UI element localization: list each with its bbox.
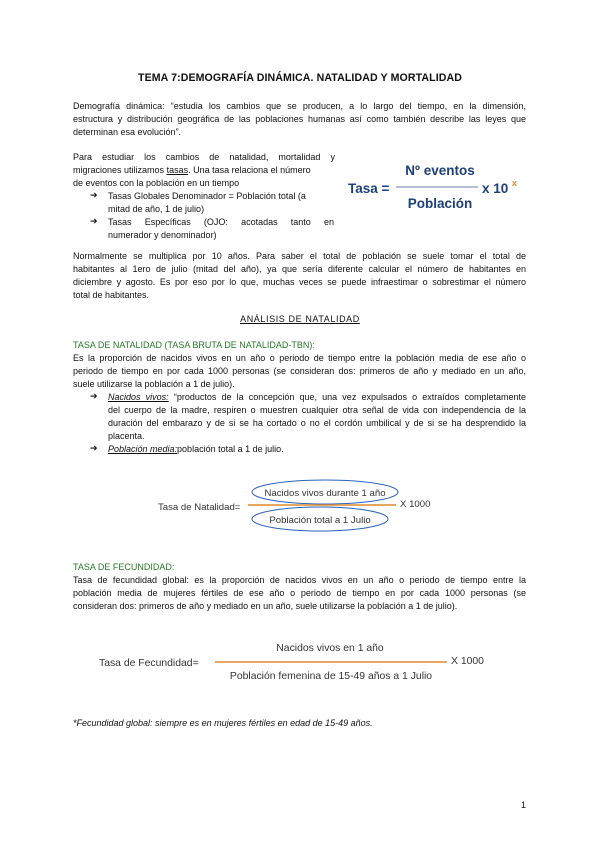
fecundidad-formula <box>95 635 505 695</box>
bullet-poblacion-media <box>108 443 526 456</box>
normal-line: diciembre y agosto. Es por eso por lo que, muchas veces se puede infraestimar o sobrestimar el número <box>73 277 526 287</box>
natalidad-formula-label: Tasa de Natalidad= <box>158 502 241 513</box>
nv-line <box>108 391 526 404</box>
page-title: TEMA 7:DEMOGRAFÍA DINÁMICA. NATALIDAD Y MORTALIDAD <box>138 72 462 84</box>
tbn-heading: TASA DE NATALIDAD (TASA BRUTA DE NATALIDAD-TBN): <box>73 340 315 350</box>
natalidad-formula-multiplier: X 1000 <box>400 499 431 510</box>
bullet-nacidos-vivos <box>108 391 526 443</box>
tbn-paragraph <box>73 352 526 391</box>
intro-line: Demografía dinámica: “estudia los cambios que se producen, a lo largo del tiempo, en la dimensión, <box>73 101 526 111</box>
bullet-tasas-globales <box>108 190 334 216</box>
intro-line: determinan esa evolución”. <box>73 127 182 137</box>
natalidad-formula-denominator: Población total a 1 Julio <box>269 515 371 526</box>
nv-line: duración del embarazo y de si se ha cortado o no el cordón umbilical y de si se ha desprendido la <box>108 418 526 428</box>
bullet-tasas-especificas <box>108 216 334 242</box>
normal-line: habitantes al 1ero de julio (mitad del año), ya que sería diferente calcular el número de habitantes en <box>73 264 526 274</box>
tasa-formula-numerator: Nº eventos <box>405 163 475 178</box>
normalmente-paragraph <box>73 250 526 302</box>
nacidos-vivos-label: Nacidos vivos: <box>108 392 169 402</box>
poblacion-media-label: Población media: <box>108 444 178 454</box>
natalidad-formula-numerator: Nacidos vivos durante 1 año <box>264 488 386 499</box>
study-line: Para estudiar los cambios de natalidad, mortalidad y <box>73 152 335 162</box>
arrow-bullet-icon: ➔ <box>90 190 98 200</box>
normal-line: Normalmente se multiplica por 10 años. Para saber el total de población se suele tomar el total de <box>73 251 526 261</box>
study-line-end: . Una tasa relaciona el número <box>188 165 311 175</box>
footnote: *Fecundidad global: siempre es en mujeres fértiles en edad de 15-49 años. <box>73 718 373 728</box>
fecundidad-heading: TASA DE FECUNDIDAD: <box>73 562 175 572</box>
fec-line: consideran dos: primeros de año y mediado en un año, suele utilizarse la población a 1 de julio). <box>73 601 458 611</box>
bullet-line: mitad de año, 1 de julio) <box>108 204 205 214</box>
nv-line: del cuerpo de la madre, respiren o muestren cualquier otra señal de vida con independencia de la <box>108 405 526 415</box>
tasa-formula-multiplier: x 10 <box>482 181 509 196</box>
bullet-line: numerador y denominador) <box>108 230 217 240</box>
study-paragraph <box>73 151 335 190</box>
arrow-bullet-icon: ➔ <box>90 391 98 401</box>
tasa-formula <box>340 158 530 220</box>
section-heading-natalidad: ANÁLISIS DE NATALIDAD <box>240 314 360 324</box>
fecundidad-paragraph <box>73 574 526 613</box>
tasa-formula-exponent: x <box>512 178 518 188</box>
tbn-line: suele utilizarse la población a 1 de julio). <box>73 379 235 389</box>
bullet-line: Tasas Globales Denominador = Población total (a <box>108 191 306 201</box>
nv-line-text: “productos de la concepción que, una vez expulsados o extraídos completamente <box>173 392 526 402</box>
normal-line: total de habitantes. <box>73 290 150 300</box>
intro-line: estructura y distribución geográfica de las poblaciones humanas así como también describe las leyes que <box>73 114 526 124</box>
tbn-line: periodo de tiempo en por cada 1000 personas (se consideran dos: primeros de año y mediado en un año, <box>73 366 526 376</box>
study-line-start: migraciones utilizamos <box>73 165 165 175</box>
fecundidad-formula-label: Tasa de Fecundidad= <box>99 658 199 669</box>
natalidad-formula <box>150 478 450 534</box>
tbn-line: Es la proporción de nacidos vivos en un año o periodo de tiempo entre la población media de ese año o <box>73 353 526 363</box>
nv-line: placenta. <box>108 431 145 441</box>
intro-paragraph <box>73 100 526 139</box>
bullet-line: Tasas Específicas (OJO: acotadas tanto en <box>108 217 334 227</box>
arrow-bullet-icon: ➔ <box>90 443 98 453</box>
tasa-formula-label: Tasa = <box>348 181 390 196</box>
fecundidad-formula-numerator: Nacidos vivos en 1 año <box>276 643 384 654</box>
fecundidad-formula-denominator: Población femenina de 15-49 años a 1 Julio <box>229 671 433 682</box>
fec-line: Tasa de fecundidad global: es la proporción de nacidos vivos en un año o periodo de tiempo entre la <box>73 575 526 585</box>
page-number: 1 <box>520 800 526 810</box>
tasa-formula-denominator: Población <box>407 196 473 211</box>
fec-line: población media de mujeres fértiles de ese año o periodo de tiempo en por cada 1000 personas (se <box>73 588 526 598</box>
study-line <box>73 164 335 177</box>
arrow-bullet-icon: ➔ <box>90 216 98 226</box>
fecundidad-formula-multiplier: X 1000 <box>451 656 484 667</box>
pm-text: población total a 1 de julio. <box>177 444 284 454</box>
tasas-word: tasas <box>166 165 189 175</box>
study-line: de eventos con la población en un tiempo <box>73 178 240 188</box>
pm-line <box>108 443 526 456</box>
